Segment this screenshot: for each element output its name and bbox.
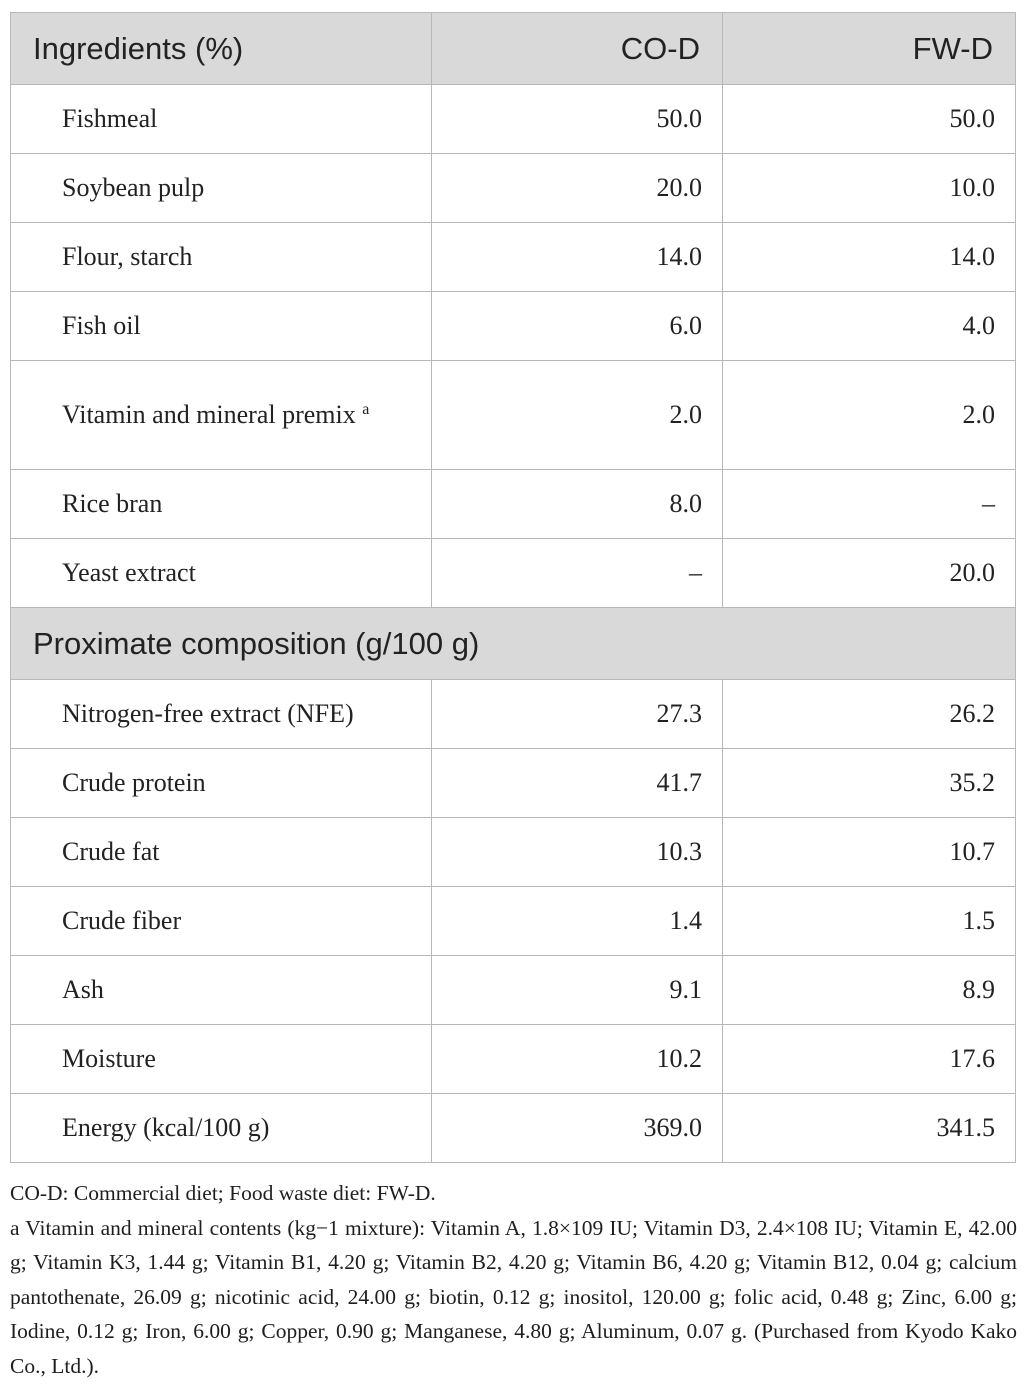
table-header-row — [11, 13, 1016, 85]
fw-d-value: 2.0 — [723, 361, 1016, 470]
fw-d-value: 14.0 — [723, 223, 1016, 292]
co-d-value: – — [432, 539, 723, 608]
header-co-d: CO-D — [432, 13, 723, 85]
co-d-value: 369.0 — [432, 1094, 723, 1163]
row-label: Fish oil — [11, 292, 432, 361]
fw-d-value: 26.2 — [723, 680, 1016, 749]
table-row — [11, 292, 1016, 361]
co-d-value: 6.0 — [432, 292, 723, 361]
row-label: Crude fat — [11, 818, 432, 887]
row-label: Fishmeal — [11, 85, 432, 154]
fw-d-value: 50.0 — [723, 85, 1016, 154]
table-row — [11, 818, 1016, 887]
table-row — [11, 680, 1016, 749]
row-label: Flour, starch — [11, 223, 432, 292]
row-label: Vitamin and mineral premix — [62, 400, 356, 429]
header-ingredients: Ingredients (%) — [11, 13, 432, 85]
table-row — [11, 887, 1016, 956]
fw-d-value: 8.9 — [723, 956, 1016, 1025]
co-d-value: 27.3 — [432, 680, 723, 749]
table-row — [11, 1025, 1016, 1094]
table-row — [11, 85, 1016, 154]
table-footnotes — [10, 1176, 1017, 1383]
co-d-value: 1.4 — [432, 887, 723, 956]
co-d-value: 8.0 — [432, 470, 723, 539]
section-header-row — [11, 608, 1016, 680]
row-label: Rice bran — [11, 470, 432, 539]
abbreviation-note: CO-D: Commercial diet; Food waste diet: FW-D. — [10, 1181, 436, 1205]
fw-d-value: 4.0 — [723, 292, 1016, 361]
table-row — [11, 539, 1016, 608]
co-d-value: 14.0 — [432, 223, 723, 292]
co-d-value: 41.7 — [432, 749, 723, 818]
fw-d-value: 10.0 — [723, 154, 1016, 223]
table-row — [11, 749, 1016, 818]
co-d-value: 10.2 — [432, 1025, 723, 1094]
co-d-value: 10.3 — [432, 818, 723, 887]
row-label: Crude protein — [11, 749, 432, 818]
diet-composition-table-container — [10, 12, 1015, 1163]
co-d-value: 50.0 — [432, 85, 723, 154]
fw-d-value: – — [723, 470, 1016, 539]
row-label: Energy (kcal/100 g) — [11, 1094, 432, 1163]
fw-d-value: 1.5 — [723, 887, 1016, 956]
footnote-marker: a — [362, 401, 370, 418]
row-label: Ash — [11, 956, 432, 1025]
co-d-value: 2.0 — [432, 361, 723, 470]
fw-d-value: 20.0 — [723, 539, 1016, 608]
row-label: Yeast extract — [11, 539, 432, 608]
row-label: Moisture — [11, 1025, 432, 1094]
header-fw-d: FW-D — [723, 13, 1016, 85]
table-row — [11, 223, 1016, 292]
diet-composition-table — [10, 12, 1016, 1163]
co-d-value: 9.1 — [432, 956, 723, 1025]
fw-d-value: 17.6 — [723, 1025, 1016, 1094]
row-label: Crude fiber — [11, 887, 432, 956]
section-title: Proximate composition (g/100 g) — [11, 608, 1016, 680]
table-row — [11, 470, 1016, 539]
table-row — [11, 1094, 1016, 1163]
row-label-with-footnote — [11, 361, 432, 470]
fw-d-value: 10.7 — [723, 818, 1016, 887]
row-label: Nitrogen-free extract (NFE) — [11, 680, 432, 749]
table-row — [11, 154, 1016, 223]
premix-footnote: a Vitamin and mineral contents (kg−1 mixture): Vitamin A, 1.8×109 IU; Vitamin D3, 2.4×108 IU; Vitamin E, 42.00 g; Vitamin K3, 1.44 g; Vitamin B1, 4.20 g; Vitamin B2, 4.20 g; Vitamin B6, 4.20 g; Vitamin B12, 0.04 g; calcium pantothenate, 26.09 g; nicotinic acid, 24.00 g; biotin, 0.12 g; inositol, 120.00 g; folic acid, 0.48 g; Zinc, 6.00 g; Iodine, 0.12 g; Iron, 6.00 g; Copper, 0.90 g; Manganese, 4.80 g; Aluminum, 0.07 g. (Purchased from Kyodo Kako Co., Ltd.). — [10, 1215, 1017, 1378]
fw-d-value: 341.5 — [723, 1094, 1016, 1163]
co-d-value: 20.0 — [432, 154, 723, 223]
table-row — [11, 956, 1016, 1025]
fw-d-value: 35.2 — [723, 749, 1016, 818]
table-row — [11, 361, 1016, 470]
row-label: Soybean pulp — [11, 154, 432, 223]
